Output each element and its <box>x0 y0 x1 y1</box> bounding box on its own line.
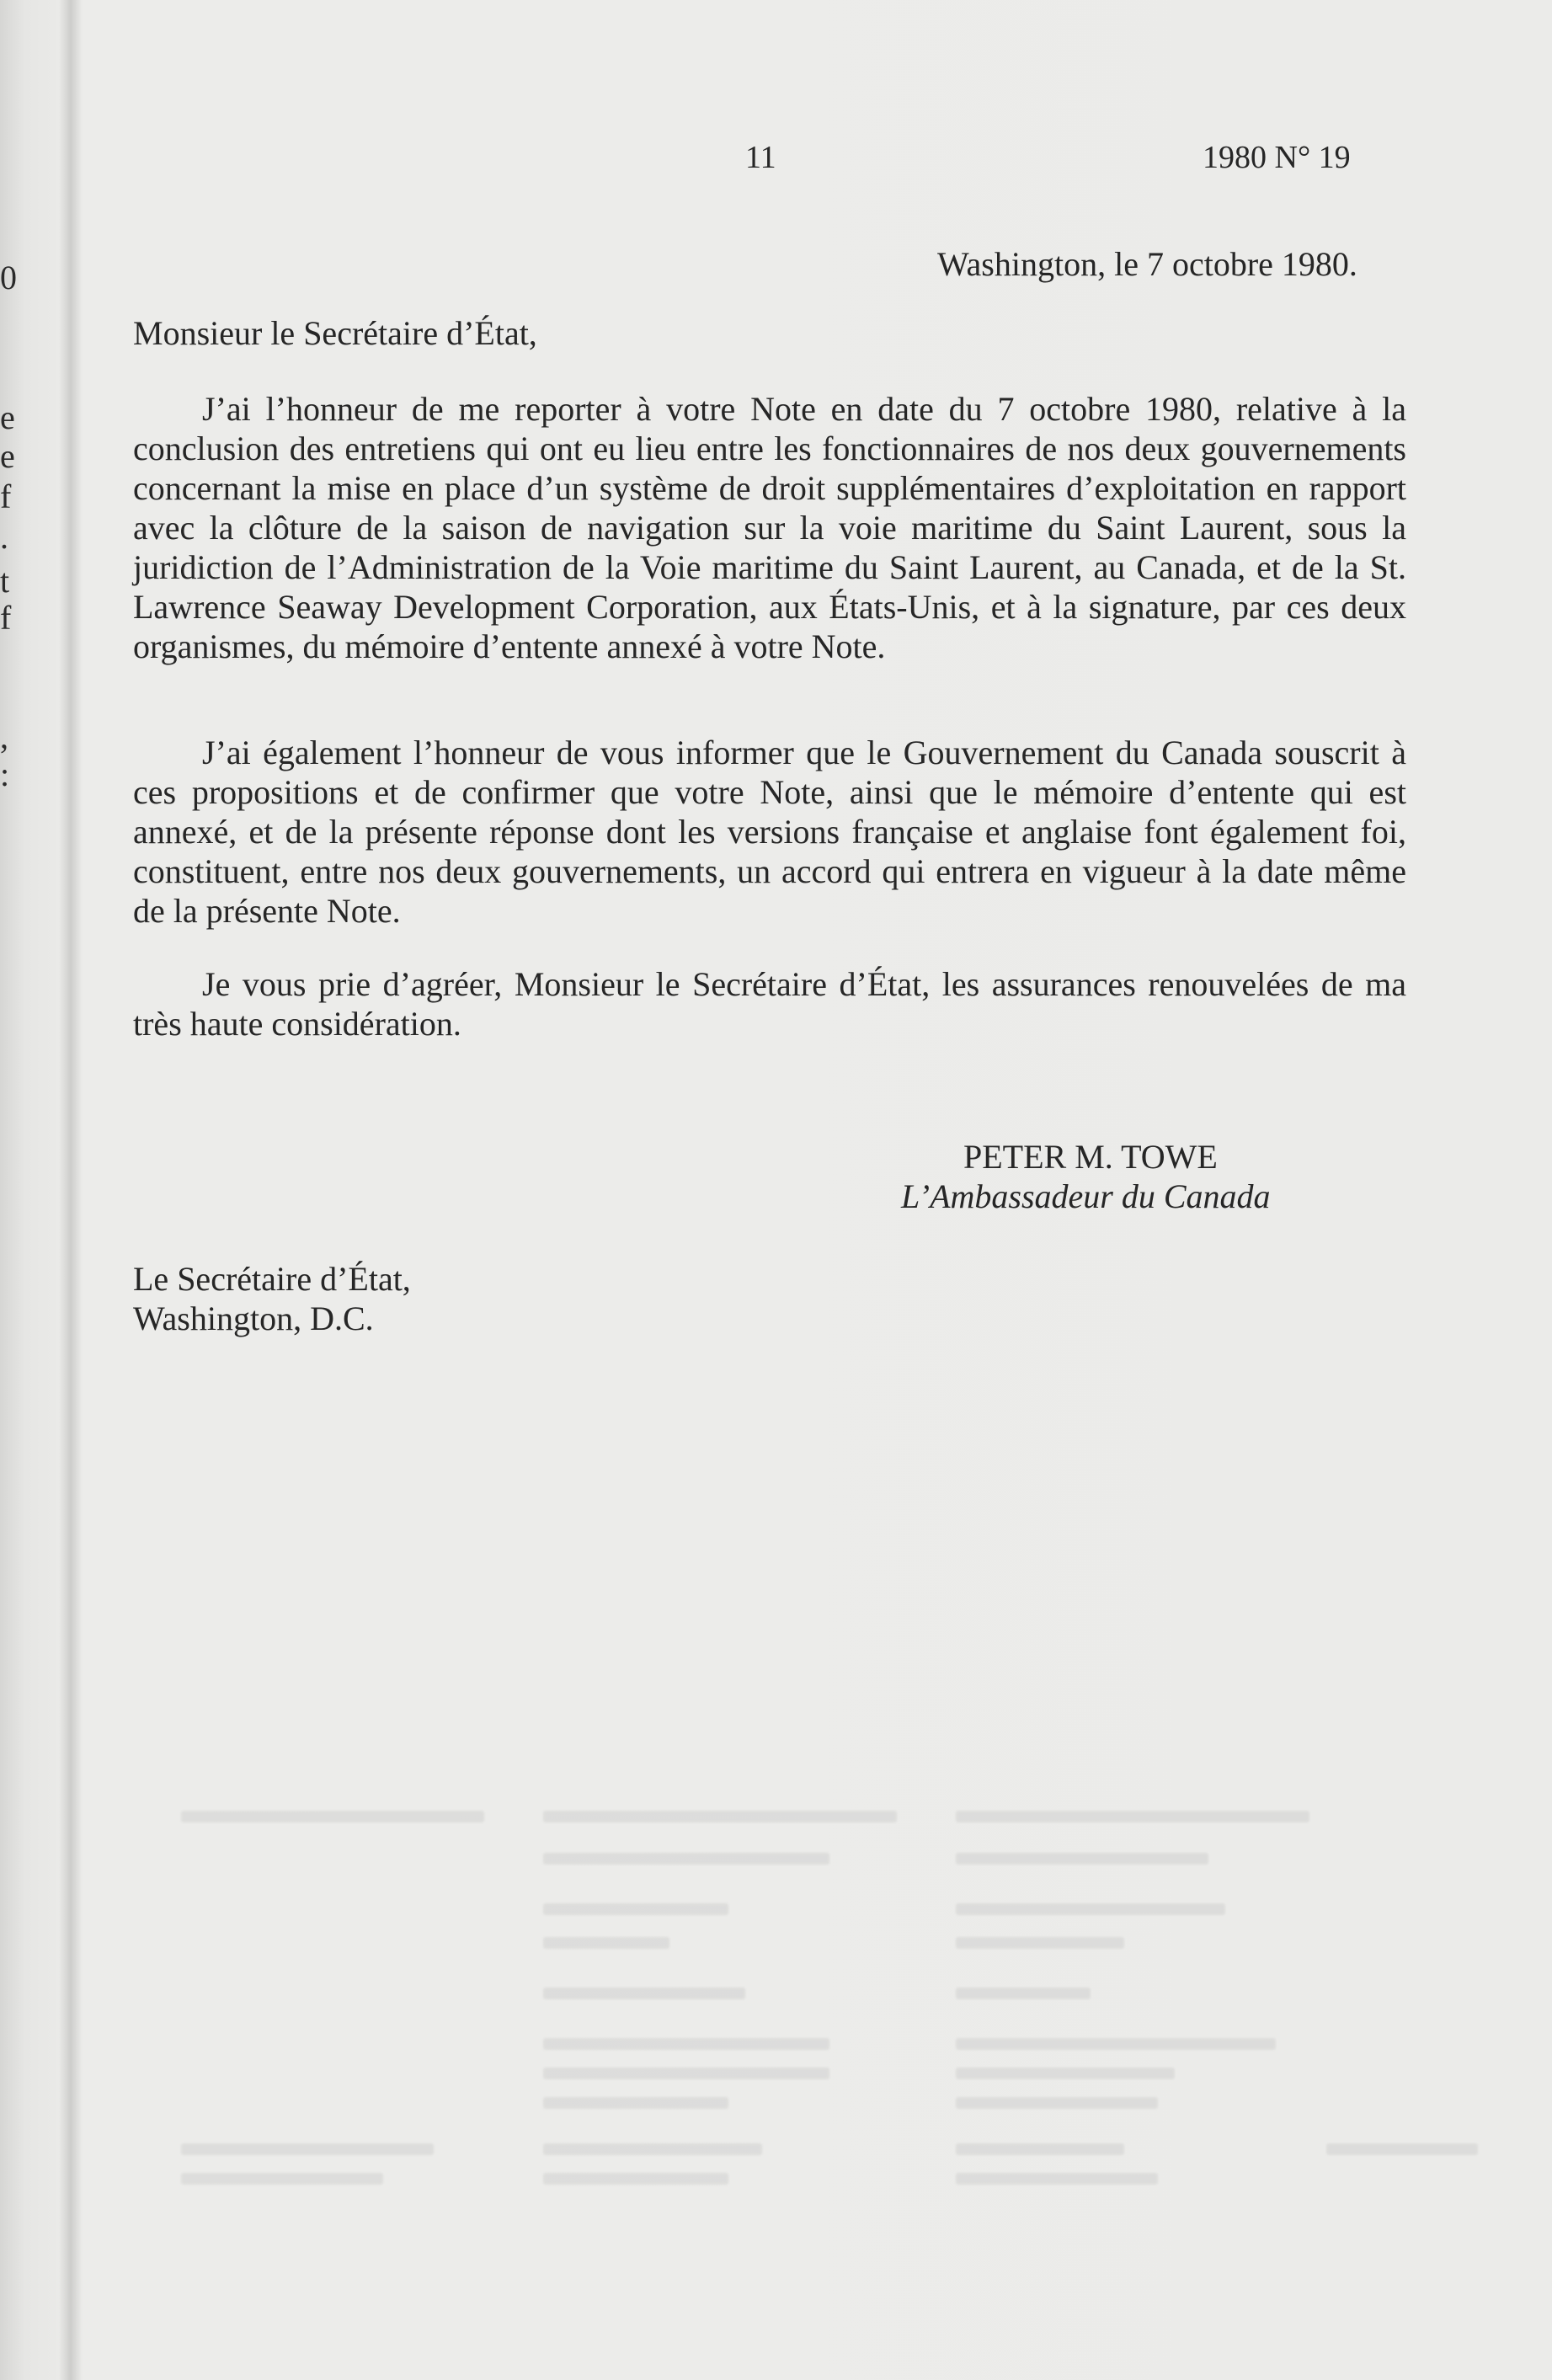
margin-fragment: e <box>0 437 15 475</box>
margin-fragment: . <box>0 518 8 556</box>
salutation: Monsieur le Secrétaire d’État, <box>133 314 537 352</box>
margin-fragment: e <box>0 398 15 436</box>
signatory-title: L’Ambassadeur du Canada <box>901 1177 1271 1215</box>
paragraph-3: Je vous prie d’agréer, Monsieur le Secrétaire d’État, les assurances renouvelées de ma très haute considération. <box>133 965 1406 1043</box>
page-number: 11 <box>745 140 776 175</box>
margin-fragment: , <box>0 718 8 755</box>
show-through-from-reverse-side <box>181 1802 1503 2190</box>
page-gutter-shadow <box>59 0 83 2380</box>
addressee-line-1: Le Secrétaire d’État, <box>133 1260 411 1298</box>
signatory-name: PETER M. TOWE <box>963 1138 1218 1176</box>
place-and-date: Washington, le 7 octobre 1980. <box>937 245 1357 283</box>
addressee-block <box>133 1259 411 1338</box>
margin-fragment: 0 <box>0 259 17 296</box>
document-reference: 1980 N° 19 <box>1203 140 1351 175</box>
margin-fragment: t <box>0 562 10 600</box>
margin-fragment: : <box>0 755 10 793</box>
margin-fragment: f <box>0 599 12 637</box>
addressee-line-2: Washington, D.C. <box>133 1299 374 1337</box>
margin-fragment: f <box>0 478 12 515</box>
paragraph-2: J’ai également l’honneur de vous informer que le Gouvernement du Canada souscrit à ces propositions et de confirmer que votre Note, ainsi que le mémoire d’entente qui est annexé, et de la présente réponse dont les versions française et anglaise font également foi, constituent, entre nos deux gouvernements, un accord qui entrera en vigueur à la date même de la présente Note. <box>133 734 1406 930</box>
paragraph-1: J’ai l’honneur de me reporter à votre Note en date du 7 octobre 1980, relative à la conclusion des entretiens qui ont eu lieu entre les fonctionnaires de nos deux gouvernements concernant la mise en place d’un système de droit supplémentaires d’exploitation en rapport avec la clôture de la saison de navigation sur la voie maritime du Saint Laurent, sous la juridiction de l’Administration de la Voie maritime du Saint Laurent, au Canada, et de la St. Lawrence Seaway Development Corporation, aux États-Unis, et à la signature, par ces deux organismes, du mémoire d’entente annexé à votre Note. <box>133 390 1406 665</box>
